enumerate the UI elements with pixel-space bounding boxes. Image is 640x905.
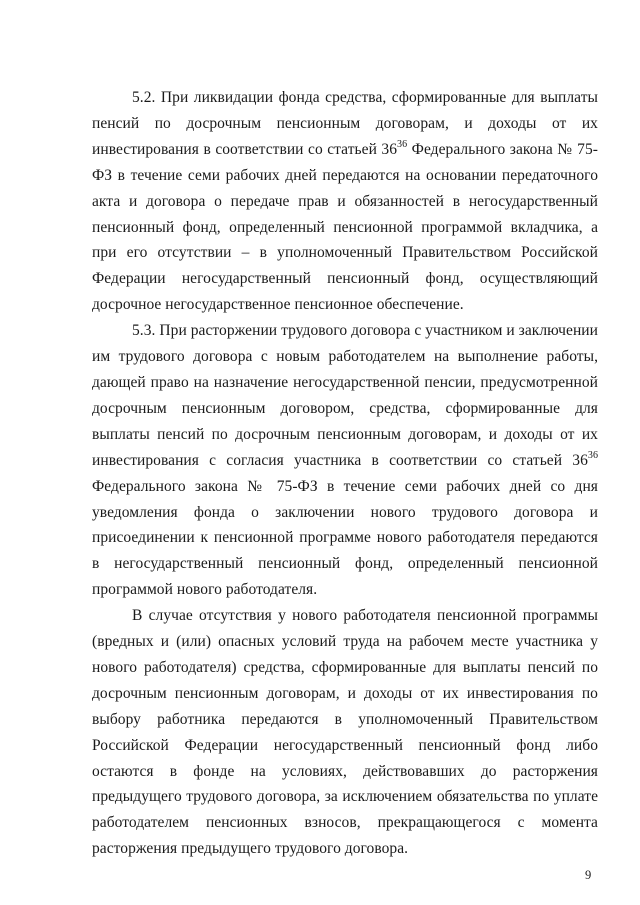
paragraph-5-3 bbox=[92, 318, 598, 603]
article-superscript: 36 bbox=[397, 138, 408, 150]
paragraph-5-2-text-1: 5.2. При ликвидации фонда средства, сформированные для выплаты пенсий по досрочным пенсионным договорам, и доходы от их инвестирования в соответствии со статьей 36 bbox=[92, 89, 598, 158]
paragraph-5-3-text-2: Федерального закона № 75-ФЗ в течение семи рабочих дней со дня уведомления фонда о заключении нового трудового договора и присоединении к пенсионной программе нового работодателя передаются в негосударственный пенсионный фонд, определенный пенсионной программой нового работодателя. bbox=[92, 477, 598, 599]
article-superscript: 36 bbox=[587, 449, 598, 461]
paragraph-no-program bbox=[92, 603, 598, 862]
paragraph-5-2-text-2: Федерального закона № 75-ФЗ в течение семи рабочих дней передаются на основании передаточного акта и договора о передаче прав и обязанностей в негосударственный пенсионный фонд, определенный пенсионной программой вкладчика, а при его отсутствии – в уполномоченный Правительством Российской Федерации негосударственный пенсионный фонд, осуществляющий досрочное негосударственное пенсионное обеспечение. bbox=[92, 140, 598, 314]
page-number: 9 bbox=[585, 868, 592, 882]
paragraph-5-2 bbox=[92, 85, 598, 318]
paragraph-5-3-text-1: 5.3. При расторжении трудового договора с участником и заключении им трудового договора с новым работодателем на выполнение работы, дающей право на назначение негосударственной пенсии, предусмотренной досрочным пенсионным договором, средства, сформированные для выплаты пенсий по досрочным пенсионным договорам, и доходы от их инвестирования с согласия участника в соответствии со статьей 36 bbox=[92, 322, 598, 469]
document-body bbox=[92, 85, 598, 862]
paragraph-no-program-text: В случае отсутствия у нового работодателя пенсионной программы (вредных и (или) опасных условий труда на рабочем месте участника у нового работодателя) средства, сформированные для выплаты пенсий по досрочным пенсионным договорам, и доходы от их инвестирования по выбору работника передаются в уполномоченный Правительством Российской Федерации негосударственный пенсионный фонд либо остаются в фонде на условиях, действовавших до расторжения предыдущего трудового договора, за исключением обязательства по уплате работодателем пенсионных взносов, прекращающегося с момента расторжения предыдущего трудового договора. bbox=[92, 607, 598, 858]
